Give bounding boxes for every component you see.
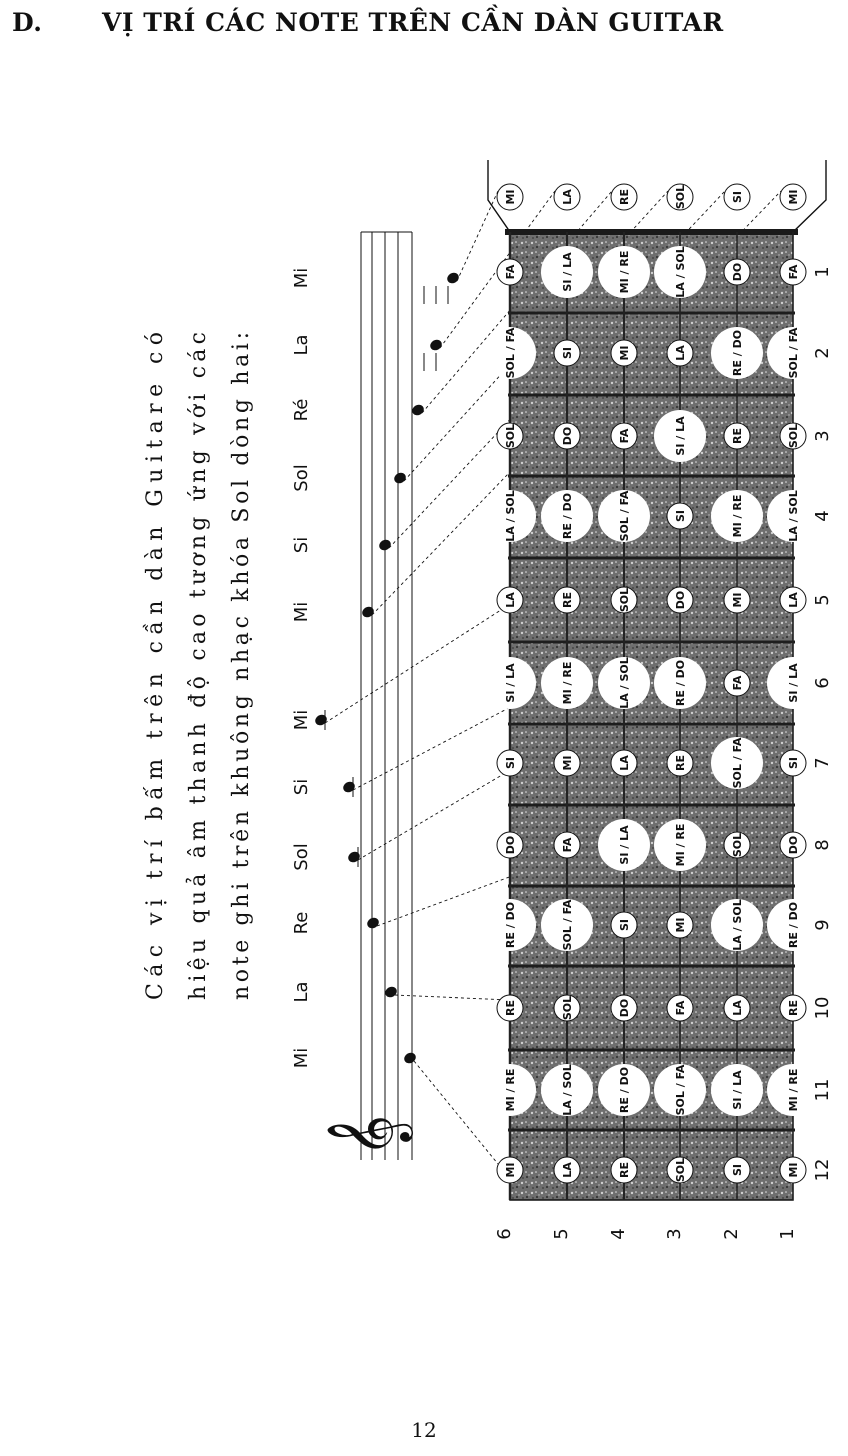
fret-note-label: LA [787, 592, 800, 608]
fret-note-label: MI / RE [561, 661, 574, 705]
fret-note-label: MI / RE [618, 250, 631, 294]
fret-note-label: RE / DO [504, 901, 517, 949]
fret-note-label: RE / DO [618, 1066, 631, 1114]
string-number: 5 [551, 1228, 572, 1240]
string-number: 2 [721, 1228, 742, 1240]
section-letter: D. [12, 8, 43, 37]
fret-note-label: SI [731, 1163, 744, 1177]
fret-note-label: LA / SOL [561, 1064, 574, 1116]
fret-number: 7 [812, 757, 833, 769]
fret-number: 6 [812, 677, 833, 689]
fret-note-label: SI / LA [618, 825, 631, 865]
fret-note-label: RE / DO [731, 329, 744, 377]
staff-note [392, 471, 407, 486]
fret-number: 5 [812, 594, 833, 606]
fret-note-label: LA / SOL [618, 657, 631, 709]
fret-note-label: RE [561, 592, 574, 608]
fret-wire [508, 641, 795, 644]
fret-wire [508, 394, 795, 397]
fret-note-label: SOL [731, 832, 744, 858]
fret-wire [508, 965, 795, 968]
fret-note-label: SOL / FA [787, 327, 800, 379]
fret-note-label: LA [504, 592, 517, 608]
fret-wire [508, 1129, 795, 1132]
fret-note-label: DO [787, 835, 800, 855]
section-title: VỊ TRÍ CÁC NOTE TRÊN CẦN DÀN GUITAR [102, 8, 724, 37]
fret-wire [508, 1049, 795, 1052]
open-string-label: SI [731, 190, 744, 204]
fret-number: 8 [812, 839, 833, 851]
staff-note [313, 713, 328, 728]
fret-note-label: LA / SOL [674, 246, 687, 298]
fret-note-label: SOL [504, 423, 517, 449]
fret-note-label: RE [618, 1162, 631, 1178]
staff-note-label: Si [291, 778, 312, 796]
fret-note-label: SOL / FA [618, 490, 631, 542]
fret-note-label: MI / RE [504, 1068, 517, 1112]
fret-wire [508, 475, 795, 478]
fret-note-label: FA [731, 675, 744, 691]
fret-note-label: MI [504, 1162, 517, 1178]
fret-number: 10 [812, 996, 833, 1020]
fret-number: 1 [812, 266, 833, 278]
fret-note-label: SI [504, 756, 517, 770]
fret-note-label: SI / LA [504, 663, 517, 703]
fret-number: 11 [812, 1078, 833, 1102]
staff-note-label: La [291, 334, 312, 356]
fret-note-label: RE [787, 1000, 800, 1016]
fret-note-label: LA [561, 1162, 574, 1178]
page-number: 12 [411, 1418, 437, 1442]
staff-note [428, 338, 443, 353]
fret-note-label: DO [618, 998, 631, 1018]
fret-note-label: LA / SOL [504, 490, 517, 542]
fret-note-label: LA [731, 1000, 744, 1016]
fret-note-label: SOL / FA [561, 899, 574, 951]
fret-note-label: SOL [561, 995, 574, 1021]
fret-note-label: FA [787, 264, 800, 280]
fret-note-label: RE [504, 1000, 517, 1016]
fret-note-label: MI / RE [731, 494, 744, 538]
fret-note-label: MI [731, 592, 744, 608]
fret-note-label: SI / LA [731, 1070, 744, 1110]
fret-wire [508, 804, 795, 807]
staff-note-label: La [291, 981, 312, 1003]
staff-note-label: Ré [291, 398, 312, 422]
fret-note-label: SI / LA [787, 663, 800, 703]
fret-note-label: MI [561, 755, 574, 771]
fret-note-label: DO [561, 426, 574, 446]
fret-note-label: SOL / FA [731, 737, 744, 789]
string-number: 6 [494, 1228, 515, 1240]
staff-note [341, 780, 356, 795]
fret-note-label: DO [504, 835, 517, 855]
fret-number: 2 [812, 347, 833, 359]
fret-note-label: LA / SOL [787, 490, 800, 542]
staff-note [377, 538, 392, 553]
staff-note-label: Mi [291, 601, 312, 623]
fret-note-label: SI [787, 756, 800, 770]
string-number: 1 [777, 1228, 798, 1240]
fret-wire [508, 885, 795, 888]
fret-number: 9 [812, 919, 833, 931]
staff-note [445, 271, 460, 286]
staff-note-label: Sol [291, 464, 312, 492]
nut [505, 229, 798, 235]
string-number: 4 [608, 1228, 629, 1240]
treble-clef-icon: 𝄞 [325, 1114, 409, 1158]
fret-note-label: SOL [618, 587, 631, 613]
staff-note [346, 850, 361, 865]
staff-note [410, 403, 425, 418]
staff-note [383, 985, 398, 1000]
fret-note-label: SOL [787, 423, 800, 449]
connector-line [414, 1061, 498, 1164]
staff-note-label: Re [291, 911, 312, 935]
description-line: hiệu quả âm thanh độ cao tương ứng với các [186, 332, 211, 1000]
fret-note-label: LA / SOL [731, 899, 744, 951]
fret-note-label: FA [561, 837, 574, 853]
fret-number: 3 [812, 430, 833, 442]
fret-note-label: SI [618, 918, 631, 932]
staff-note-label: Mi [291, 267, 312, 289]
fret-note-label: RE / DO [674, 659, 687, 707]
fret-note-label: RE [731, 428, 744, 444]
description-text [142, 332, 254, 1000]
fret-note-label: SOL [674, 1157, 687, 1183]
staff-note-label: Mi [291, 1047, 312, 1069]
fret-note-label: SOL / FA [674, 1064, 687, 1116]
fret-number: 12 [812, 1158, 833, 1182]
open-string-label: SOL [674, 184, 687, 210]
treble-staff [291, 232, 461, 1160]
fret-note-label: FA [674, 1000, 687, 1016]
fret-note-label: LA [618, 755, 631, 771]
fret-wire [508, 723, 795, 726]
fretboard [484, 160, 833, 1240]
fret-note-label: SI [674, 509, 687, 523]
staff-note [360, 605, 375, 620]
description-line: note ghi trên khuông nhạc khóa Sol dòng hai: [229, 332, 254, 1000]
fret-note-label: MI / RE [674, 823, 687, 867]
fret-note-label: DO [674, 590, 687, 610]
open-string-label: MI [504, 189, 517, 205]
open-string-label: RE [618, 189, 631, 205]
fret-note-label: MI [618, 345, 631, 361]
fretboard-surface [510, 232, 793, 1200]
fret-note-label: FA [618, 428, 631, 444]
fret-note-label: MI [787, 1162, 800, 1178]
fret-note-label: SI / LA [561, 252, 574, 292]
fret-note-label: MI [674, 917, 687, 933]
fret-note-label: FA [504, 264, 517, 280]
fret-note-label: RE / DO [787, 901, 800, 949]
fret-note-label: SI / LA [674, 416, 687, 456]
fret-note-label: SOL / FA [504, 327, 517, 379]
fret-note-label: LA [674, 345, 687, 361]
open-string-label: LA [561, 189, 574, 205]
fret-number: 4 [812, 510, 833, 522]
staff-note-label: Mi [291, 709, 312, 731]
fret-note-label: RE / DO [561, 492, 574, 540]
staff-note-label: Sol [291, 843, 312, 871]
staff-note [365, 916, 380, 931]
fret-note-label: SI [561, 346, 574, 360]
description-line: Các vị trí bấm trên cần dàn Guitare có [143, 331, 168, 1000]
fret-wire [508, 312, 795, 315]
open-string-label: MI [787, 189, 800, 205]
string-number: 3 [664, 1228, 685, 1240]
fret-note-label: DO [731, 262, 744, 282]
guitar-headstock [488, 160, 826, 232]
fret-note-label: RE [674, 755, 687, 771]
staff-note-label: Si [291, 536, 312, 554]
fret-note-label: MI / RE [787, 1068, 800, 1112]
fret-wire [508, 557, 795, 560]
